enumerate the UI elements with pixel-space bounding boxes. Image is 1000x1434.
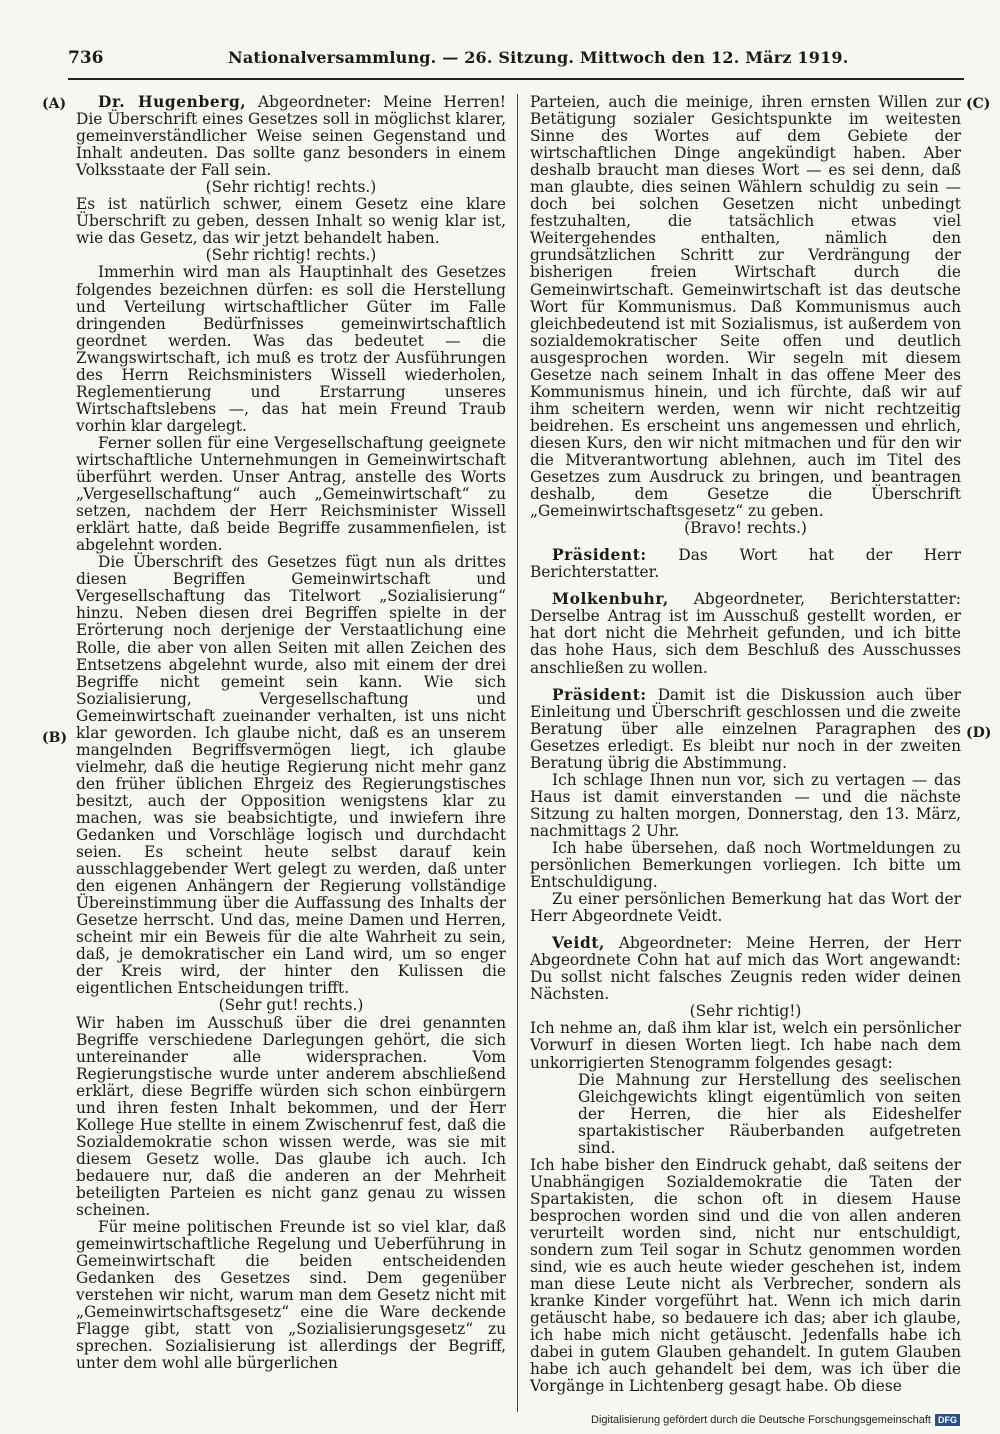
page-number: 736 xyxy=(68,48,104,68)
interjection: (Sehr richtig! rechts.) xyxy=(205,178,377,197)
page-header xyxy=(68,48,964,80)
speaker-name: Präsident: xyxy=(552,685,647,704)
paragraph: Zu einer persönlichen Bemerkung hat das Wort der Herr Abgeordnete Veidt. xyxy=(530,890,961,926)
margin-marker-b: (B) xyxy=(42,730,68,746)
speech-paragraph xyxy=(530,547,961,581)
paragraph: Für meine politischen Freunde ist so viel klar, daß gemeinwirtschaftliche Regelung und Ueberführung in Gemeinwirtschaft die beiden entscheidenden Gedanken des Gesetzes sind. Dem gegenüber verstehen wir nicht, warum man dem Gesetz nicht mit „Gemeinwirtschaftsgesetz“ eine die Ware deckende Flagge gibt, statt von „Sozialisierungsgesetz“ zu sprechen. Sozialisierung ist allerdings der Begriff, unter dem wohl alle bürgerlichen xyxy=(76,1218,506,1373)
paragraph: Ferner sollen für eine Vergesellschaftung geeignete wirtschaftliche Unternehmungen in Gemeinwirtschaft überführt werden. Unser Antrag, anstelle des Worts „Vergesellschaftung“ auch „Gemeinwirtschaft“ zu setzen, nachdem der Herr Reichsminister Wissell erklärt hatte, daß beide Begriffe zusammenfielen, ist abgelehnt worden. xyxy=(76,433,506,555)
speaker-role: Abgeordneter: xyxy=(605,934,733,953)
paragraph: Immerhin wird man als Hauptinhalt des Gesetzes folgendes bezeichnen dürfen: es soll die Herstellung und Verteilung wirtschaftlicher Güter im Falle dringenden Bedürfnisses gemeinwirtschaftlich geordnet werden. Was das bedeutet — die Zwangswirtschaft, ich muß es trotz der Ausführungen des Herrn Reichsministers Wissell wiederholen, Reglementierung und Erstarrung unseres Wirtschaftslebens —, das hat mein Freund Traub vorhin klar dargelegt. xyxy=(76,263,506,435)
interjection: (Bravo! rechts.) xyxy=(684,519,807,538)
speech-paragraph xyxy=(530,687,961,772)
paragraph: Ich habe bisher den Eindruck gehabt, daß seitens der Unabhängigen Sozialdemokratie die Taten der Spartakisten, die schon oft in diesem Hause besprochen worden sind und die von allen anderen verurteilt worden sind, nicht nur entschuldigt, sondern zum Teil sogar in Schutz genommen worden sind, wie es auch heute wieder geschehen ist, indem man diese Leute nicht als Verbrecher, sondern als kranke Kinder vorgeführt hat. Wenn ich mich darin getäuscht habe, so bedauere ich das; aber ich glaube, ich habe mich nicht getäuscht. Jedenfalls habe ich dabei in gutem Glauben gehandelt. In gutem Glauben habe ich auch gehandelt bei dem, was ich über die Vorgänge in Lichtenberg gesagt habe. Ob diese xyxy=(530,1155,961,1396)
paragraph: Es ist natürlich schwer, einem Gesetz eine klare Überschrift zu geben, dessen Inhalt so wenig klar ist, wie das Gesetz, das wir jetzt behandelt haben. xyxy=(76,195,506,248)
interjection: (Sehr richtig!) xyxy=(689,1002,802,1021)
paragraph: Wir haben im Ausschuß über die drei genannten Begriffe verschiedene Darlegungen gehört, die sich untereinander alle widersprachen. Vom Regierungstische wurde unter anderem abschließend erklärt, diese Begriffe würden sich schon einbürgern und ihren festen Inhalt bekommen, und der Herr Kollege Hue stellte in einem Zwischenruf fest, daß die Sozialdemokratie schon wissen werde, was sie mit diesem Gesetz wolle. Das glaube ich auch. Ich bedauere nur, daß die anderen an der Mehrheit beteiligten Parteien es nicht ganz genau zu wissen scheinen. xyxy=(76,1013,506,1220)
left-column xyxy=(76,94,506,1373)
footer-credit: Digitalisierung gefördert durch die Deutsche Forschungsgemeinschaft xyxy=(591,1414,931,1426)
running-title: Nationalversammlung. — 26. Sitzung. Mittwoch den 12. März 1919. xyxy=(228,48,849,67)
paragraph: Ich schlage Ihnen nun vor, sich zu vertagen — das Haus ist damit einverstanden — und die nächste Sitzung zu halten morgen, Donnerstag, den 13. März, nachmittags 2 Uhr. xyxy=(530,770,961,840)
speech-text: Die Überschrift eines Gesetzes soll in möglichst klarer, gemeinverständlicher Weise seinen Gegenstand und Inhalt andeuten. Das sollte ganz besonders in einem Volksstaate der Fall sein. xyxy=(76,110,506,180)
paragraph: Parteien, auch die meinige, ihren ernsten Willen zur Betätigung sozialer Gesichtspunkte im weitesten Sinne des Wortes auf dem Gebiete der wirtschaftlichen Dinge angekündigt haben. Aber deshalb braucht man dieses Wort — es sei denn, daß man glaubte, dies seinen Wählern schuldig zu sein — doch bei solchen Gesetzen nicht unbedingt festzuhalten, die tatsächlich etwas viel Weitergehendes enthalten, nämlich den grundsätzlichen Schritt zur Verdrängung der bisherigen freien Wirtschaft durch die Gemeinwirtschaft. Gemeinwirtschaft ist das deutsche Wort für Kommunismus. Daß Kommunismus auch gleichbedeutend ist mit Sozialismus, ist außerdem von sozialdemokratischer Seite offen und deutlich ausgesprochen worden. Wir segeln mit diesem Gesetze nach seinem Inhalt in das offene Meer des Kommunismus hinein, und ich fürchte, daß wir auf ihm scheitern werden, wenn wir nicht rechtzeitig beidrehen. Es erscheint uns angemessen und ehrlich, diesen Kurs, den wir nicht mitmachen und für den wir die Mitverantwortung ablehnen, auch im Titel des Gesetzes zum Ausdruck zu bringen, und beantragen deshalb, dem Gesetze die Überschrift „Gemeinwirtschaftsgesetz“ zu geben. xyxy=(530,93,961,521)
speaker-name: Molkenbuhr, xyxy=(552,590,669,609)
speech-paragraph xyxy=(530,935,961,1003)
interjection: (Sehr gut! rechts.) xyxy=(218,996,364,1015)
margin-marker-c: (C) xyxy=(966,96,991,112)
block-quote: Die Mahnung zur Herstellung des seelischen Gleichgewichts klingt eigentümlich von seiten der Herren, die hier als Eideshelfer spartakistischer Räuberbanden aufgetreten sind. xyxy=(578,1070,961,1157)
paragraph: Ich habe übersehen, daß noch Wortmeldungen zu persönlichen Bemerkungen vorliegen. Ich bitte um Entschuldigung. xyxy=(530,838,961,892)
speech-text: Damit ist die Diskussion auch über Einleitung und Überschrift geschlossen und die zweite Beratung über alle einzelnen Paragraphen des Gesetzes erledigt. Es bleibt nur noch in der zweiten Beratung übrig die Abstimmung. xyxy=(530,685,961,772)
speech-paragraph xyxy=(76,94,506,179)
speaker-name: Veidt, xyxy=(552,934,605,953)
speech-text: Meine Herren, der Herr Abgeordnete Cohn hat auf mich das Wort angewandt: Du sollst nicht falsches Zeugnis reden wider deinen Nächsten. xyxy=(530,934,961,1004)
page-footer xyxy=(591,1414,960,1426)
speech-text: Das Wort hat der Herr Berichterstatter. xyxy=(530,546,961,582)
speaker-role: Abgeordneter: Meine Herren! xyxy=(246,93,506,111)
speaker-name: Dr. Hugenberg, xyxy=(98,93,247,111)
dfg-logo: DFG xyxy=(935,1414,960,1426)
interjection: (Sehr richtig! rechts.) xyxy=(205,246,377,265)
speech-text: Derselbe Antrag ist im Ausschuß gestellt worden, er hat dort nicht die Mehrheit gefunden, und ich bitte das hohe Haus, sich dem Beschluß des Ausschusses anschließen zu wollen. xyxy=(530,607,961,677)
paragraph: Ich nehme an, daß ihm klar ist, welch ein persönlicher Vorwurf in diesen Worten liegt. Ich habe nach dem unkorrigierten Stenogramm folgendes gesagt: xyxy=(530,1019,961,1072)
margin-marker-d: (D) xyxy=(966,725,992,741)
speaker-role: Abgeordneter, Berichterstatter: xyxy=(668,590,961,609)
speaker-name: Präsident: xyxy=(552,546,647,565)
paragraph: Die Überschrift des Gesetzes fügt nun als drittes diesen Begriffen Gemeinwirtschaft und Vergesellschaftung das Titelwort „Sozialisierung“ hinzu. Neben diesen drei Begriffen spielte in der Erörterung noch derjenige der Verstaatlichung eine Rolle, die aber von allen Seiten mit allen Zeichen des Entsetzens abgelehnt wurde, also mit einem der drei Begriffe nicht gemeint sein kann. Wie sich Sozialisierung, Vergesellschaftung und Gemeinwirtschaft zueinander verhalten, ist uns nicht klar geworden. Ich glaube nicht, daß es an unserem mangelnden Begriffsvermögen liegt, ich glaube vielmehr, daß die heutige Regierung nicht mehr ganz den früher üblichen Ehrgeiz des Regierungstisches besitzt, auch der Opposition wenigstens klar zu machen, was sie beabsichtigte, und inwiefern ihre Gedanken und Vorschläge logisch und durchdacht seien. Es scheint heute selbst darauf kein ausschlaggebender Wert gelegt zu werden, daß unter den eigenen Anhängern der Regierung vollständige Übereinstimmung über die Auffassung des Inhalts der Gesetze herrscht. Und das, meine Damen und Herren, scheint mir ein Beweis für die alte Wahrheit zu sein, daß, je demokratischer ein Land wird, um so enger der Kreis wird, der hinter den Kulissen die eigentlichen Entscheidungen trifft. xyxy=(76,553,506,998)
column-divider xyxy=(517,94,518,1412)
right-column xyxy=(530,94,961,1395)
speech-paragraph xyxy=(530,591,961,676)
margin-marker-a: (A) xyxy=(42,96,67,112)
